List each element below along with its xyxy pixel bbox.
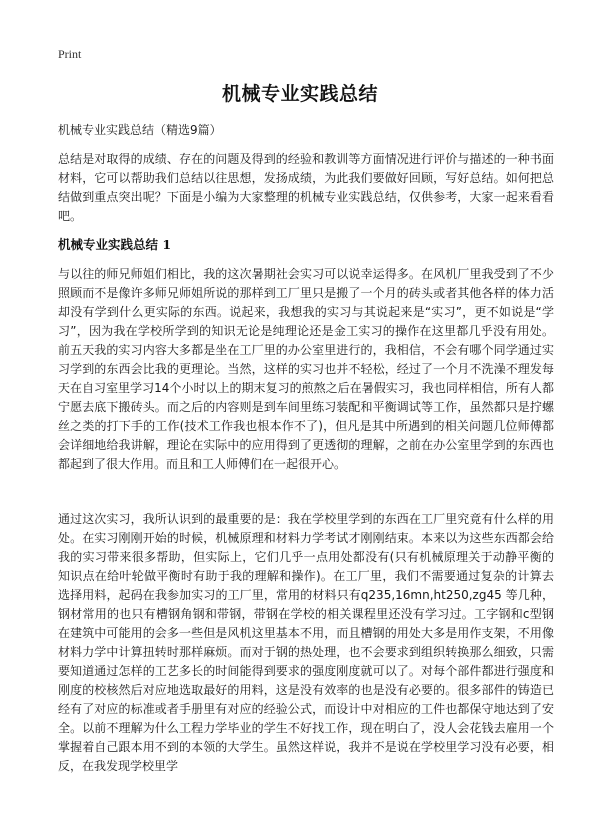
- document-subtitle: 机械专业实践总结（精选9篇）: [58, 123, 222, 137]
- document-title: 机械专业实践总结: [221, 83, 378, 105]
- intro-paragraph: 总结是对取得的成绩、存在的问题及得到的经验和教训等方面情况进行评价与描述的一种书面材料，它可以帮助我们总结以往思想，发扬成绩，为此我们要做好回顾，写好总结。如何把总结做到重点突出呢？下面是小编为大家整理的机械专业实践总结，仅供参考，大家一起来看看吧。: [58, 152, 554, 223]
- section-heading: 机械专业实践总结 1: [58, 237, 172, 252]
- body-paragraph-2: 通过这次实习，我所认识到的最重要的是：我在学校里学到的东西在工厂里究竟有什么样的用处。在实习刚刚开始的时候，机械原理和材料力学考试才刚刚结束。本来以为这些东西都会给我的实习带来很多帮助，但实际上，它们几乎一点用处都没有(只有机械原理关于动静平衡的知识点在给叶轮做平衡时有助于我的理解和操作)。在工厂里，我们不需要通过复杂的计算去选择用料，起码在我参加实习的工厂里，常用的材料只有q235,16mn,ht250,zg45 等几种，钢材常用的也只有槽钢角钢和带钢，带钢在学校的相关课程里还没有学习过。工字钢和c型钢在建筑中可能用的会多一些但是风机这里基本不用，而且槽钢的用处大多是用作支架，不用像材料力学中计算扭转时那样麻烦。而对于钢的热处理，也不会要求到组织转换那么细致，只需要知道通过怎样的工艺多长的时间能得到要求的强度刚度就可以了。对每个部件都进行强度和刚度的校核然后对应地选取最好的用料，这是没有效率的也是没有必要的。很多部件的铸造已经有了对应的标准或者手册里有对应的经验公式，而设计中对相应的工件也都保守地达到了安全。以前不理解为什么工程力学毕业的学生不好找工作，现在明白了，没人会花钱去雇用一个掌握着自己跟本用不到的本领的大学生。虽然这样说，我并不是说在学校里学习没有必要，相反，在我发现学校里学: [58, 512, 554, 773]
- body-paragraph-1: 与以往的师兄师姐们相比，我的这次暑期社会实习可以说幸运得多。在风机厂里我受到了不少照顾而不是像许多师兄师姐所说的那样到工厂里只是搬了一个月的砖头或者其他各样的体力活却没有学到什么更实际的东西。说起来，我想我的实习与其说起来是“实习”，更不如说是“学习”，因为我在学校所学到的知识无论是纯理论还是金工实习的操作在这里都几乎没有用处。前五天我的实习内容大多都是坐在工厂里的办公室里进行的，我相信，不会有哪个同学通过实习学到的东西会比我的更理论。当然，这样的实习也并不轻松，经过了一个月不洗澡不理发每天在自习室里学习14个小时以上的期末复习的煎熬之后在暑假实习，我也同样相信，所有人都宁愿去底下搬砖头。而之后的内容则是到车间里练习装配和平衡调试等工作，虽然都只是拧螺丝之类的打下手的工作(技术工作我也根本作不了)，但凡是其中所遇到的相关问题几位师傅都会详细地给我讲解，理论在实际中的应用得到了更透彻的理解，之前在办公室里学到的东西也都起到了很大作用。而且和工人师傅们在一起很开心。: [58, 267, 554, 471]
- print-label: Print: [58, 47, 82, 61]
